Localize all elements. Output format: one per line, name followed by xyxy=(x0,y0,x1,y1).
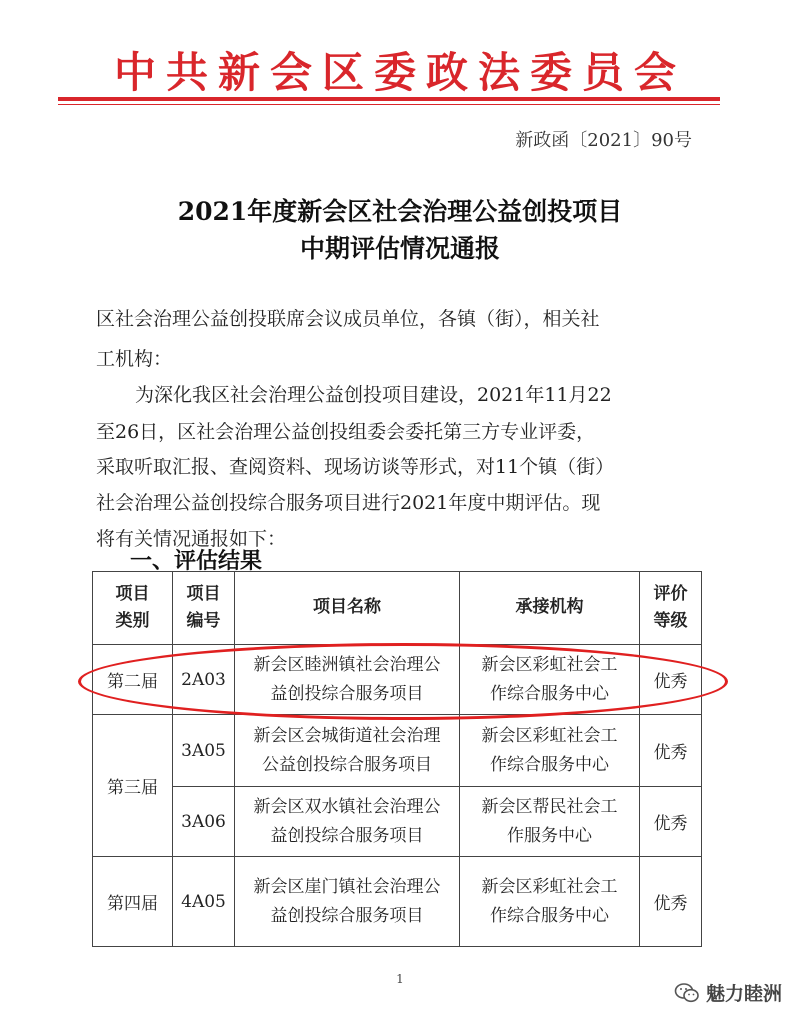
header-text: 等级 xyxy=(653,611,688,631)
body-text-line: 为深化我区社会治理公益创投项目建设，2021年11月22 xyxy=(135,384,612,406)
cell-name xyxy=(235,715,460,787)
cell-name xyxy=(235,645,460,715)
document-title-line-1: 2021年度新会区社会治理公益创投项目 xyxy=(177,197,623,226)
table-row xyxy=(93,645,702,715)
cell-text: 益创投综合服务项目 xyxy=(270,905,424,926)
cell-text: 新会区彩虹社会工 xyxy=(481,654,618,675)
cell-text: 公益创投综合服务项目 xyxy=(262,754,432,775)
cell-number: 4A05 xyxy=(173,857,235,947)
body-text-line: 工机构： xyxy=(96,348,173,370)
cell-name xyxy=(235,787,460,857)
section-heading: 一、评估结果 xyxy=(130,548,263,574)
cell-name xyxy=(235,857,460,947)
table-header-row xyxy=(93,572,702,645)
page-number: 1 xyxy=(396,972,404,986)
header-text: 编号 xyxy=(186,611,221,631)
column-header-category xyxy=(93,572,173,645)
cell-text: 作综合服务中心 xyxy=(490,754,609,775)
watermark-text: 魅力睦洲 xyxy=(705,983,782,1005)
table-row xyxy=(93,787,702,857)
cell-text: 作服务中心 xyxy=(507,825,592,846)
red-divider-thin xyxy=(58,104,720,105)
cell-text: 新会区睦洲镇社会治理公 xyxy=(253,654,441,675)
cell-category: 第三届 xyxy=(93,715,173,857)
column-header-name: 项目名称 xyxy=(235,572,460,645)
evaluation-results-table xyxy=(92,571,702,947)
column-header-org: 承接机构 xyxy=(460,572,640,645)
table-row xyxy=(93,857,702,947)
red-divider-thick xyxy=(58,97,720,101)
cell-org xyxy=(460,857,640,947)
header-text: 评价 xyxy=(653,583,688,604)
header-text: 项目 xyxy=(115,583,150,604)
cell-text: 新会区双水镇社会治理公 xyxy=(253,796,441,817)
body-text-line: 社会治理公益创投综合服务项目进行2021年度中期评估。现 xyxy=(96,492,601,514)
body-text-line: 采取听取汇报、查阅资料、现场访谈等形式，对11个镇（街） xyxy=(96,456,615,478)
cell-rating: 优秀 xyxy=(640,787,702,857)
header-text: 项目 xyxy=(186,583,221,604)
column-header-rating xyxy=(640,572,702,645)
body-text-line: 将有关情况通报如下： xyxy=(96,528,287,550)
cell-text: 作综合服务中心 xyxy=(490,905,609,926)
cell-number: 3A05 xyxy=(173,715,235,787)
cell-text: 新会区会城街道社会治理 xyxy=(253,725,441,746)
cell-org xyxy=(460,645,640,715)
document-title-line-2: 中期评估情况通报 xyxy=(299,234,500,263)
column-header-number xyxy=(173,572,235,645)
cell-text: 新会区彩虹社会工 xyxy=(481,725,618,746)
issuing-organization-title: 中共新会区委政法委员会 xyxy=(113,48,686,97)
cell-text: 新会区帮民社会工 xyxy=(481,796,618,817)
body-text-line: 区社会治理公益创投联席会议成员单位，各镇（街），相关社 xyxy=(96,308,600,330)
cell-text: 益创投综合服务项目 xyxy=(270,683,424,704)
cell-text: 新会区彩虹社会工 xyxy=(481,876,618,897)
header-text: 类别 xyxy=(115,611,150,631)
cell-text: 作综合服务中心 xyxy=(490,683,609,704)
cell-rating: 优秀 xyxy=(640,715,702,787)
cell-category: 第二届 xyxy=(93,645,173,715)
document-number: 新政函〔2021〕90号 xyxy=(515,130,692,151)
cell-number: 2A03 xyxy=(173,645,235,715)
cell-rating: 优秀 xyxy=(640,857,702,947)
wechat-icon xyxy=(674,982,700,1004)
cell-text: 益创投综合服务项目 xyxy=(270,825,424,846)
table-row xyxy=(93,715,702,787)
watermark xyxy=(674,979,782,1006)
cell-org xyxy=(460,715,640,787)
cell-text: 新会区崖门镇社会治理公 xyxy=(253,876,441,897)
cell-org xyxy=(460,787,640,857)
cell-rating: 优秀 xyxy=(640,645,702,715)
body-text-line: 至26日，区社会治理公益创投组委会委托第三方专业评委， xyxy=(96,421,596,443)
cell-category: 第四届 xyxy=(93,857,173,947)
cell-number: 3A06 xyxy=(173,787,235,857)
